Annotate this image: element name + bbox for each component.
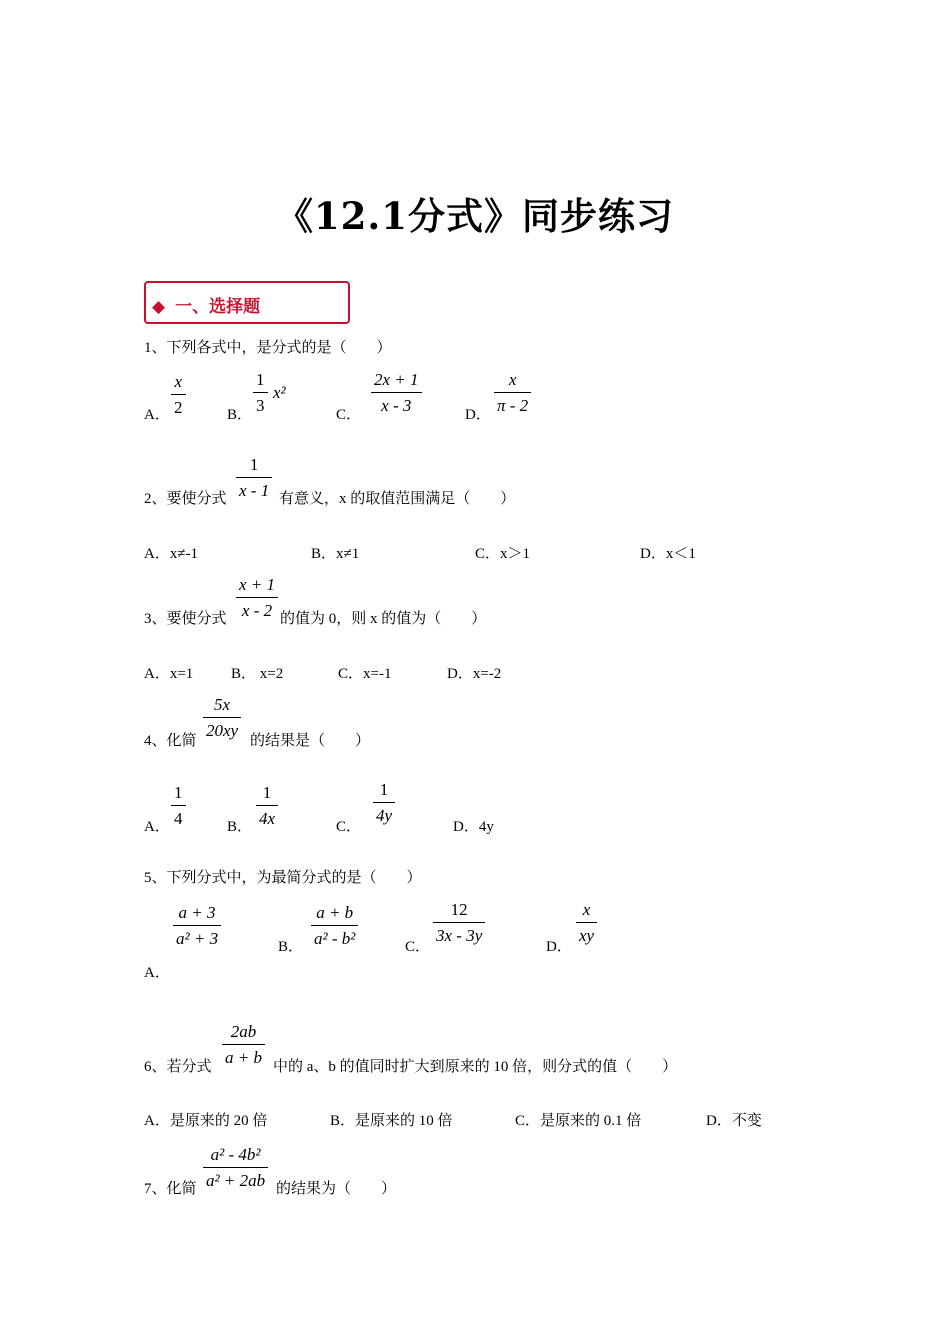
q1-option-b-fraction: 1 3	[253, 371, 268, 414]
q3-option-d: D．x=-2	[447, 666, 502, 682]
q4-option-d: D．4y	[453, 819, 494, 835]
q1-option-d-fraction: x π - 2	[494, 371, 531, 414]
q6-fraction: 2ab a + b	[222, 1023, 265, 1066]
q4-option-c-letter: C．	[336, 819, 362, 835]
q5-option-c-fraction: 12 3x - 3y	[433, 901, 485, 944]
question-2-stem-end: 有意义，x 的取值范围满足（ ）	[279, 491, 516, 507]
q5-option-c-letter: C．	[405, 939, 431, 955]
q6-option-c: C．是原来的 0.1 倍	[515, 1113, 642, 1129]
question-4-stem-start: 4、化简	[144, 733, 197, 749]
q4-option-b-fraction: 1 4x	[256, 784, 278, 827]
section-label: 一、选择题	[175, 297, 261, 317]
q6-option-a: A．是原来的 20 倍	[144, 1113, 268, 1129]
q1-option-a-fraction: x 2	[171, 373, 186, 416]
question-7-stem-end: 的结果为（ ）	[276, 1181, 397, 1197]
q2-option-a: A．x≠-1	[144, 546, 199, 562]
question-4-stem-end: 的结果是（ ）	[250, 733, 371, 749]
q3-option-a: A．x=1	[144, 666, 194, 682]
q6-option-b: B．是原来的 10 倍	[330, 1113, 453, 1129]
q3-fraction: x + 1 x - 2	[236, 576, 278, 619]
q1-option-c-letter: C．	[336, 407, 362, 423]
q5-option-a-letter: A．	[144, 965, 170, 981]
q1-option-d-letter: D．	[465, 407, 491, 423]
q3-option-b: B． x=2	[231, 666, 284, 682]
q4-fraction: 5x 20xy	[203, 696, 241, 739]
question-3-stem-end: 的值为 0，则 x 的值为（ ）	[280, 611, 487, 627]
q7-fraction: a² - 4b² a² + 2ab	[203, 1146, 268, 1189]
q4-option-c-fraction: 1 4y	[373, 781, 395, 824]
q5-option-d-fraction: x xy	[576, 901, 597, 944]
q5-option-b-letter: B．	[278, 939, 304, 955]
q1-option-b-tail: x²	[273, 383, 286, 402]
question-3-stem-start: 3、要使分式	[144, 611, 227, 627]
q4-option-a-fraction: 1 4	[171, 784, 186, 827]
q5-option-a-fraction: a + 3 a² + 3	[173, 904, 221, 947]
question-1-stem: 1、下列各式中，是分式的是（ ）	[144, 340, 392, 356]
q4-option-b-letter: B．	[227, 819, 253, 835]
question-6-stem-start: 6、若分式	[144, 1059, 212, 1075]
q2-option-d: D．x＜1	[640, 546, 696, 562]
question-2-stem-start: 2、要使分式	[144, 491, 227, 507]
q3-option-c: C．x=-1	[338, 666, 392, 682]
q2-fraction: 1 x - 1	[236, 456, 272, 499]
question-5-stem: 5、下列分式中，为最简分式的是（ ）	[144, 870, 422, 886]
q2-option-c: C．x＞1	[475, 546, 531, 562]
question-7-stem-start: 7、化简	[144, 1181, 197, 1197]
q1-option-a-letter: A．	[144, 407, 170, 423]
section-header	[152, 292, 260, 317]
q6-option-d: D．不变	[706, 1113, 762, 1129]
q2-option-b: B．x≠1	[311, 546, 360, 562]
q5-option-b-fraction: a + b a² - b²	[311, 904, 358, 947]
question-6-stem-end: 中的 a、b 的值同时扩大到原来的 10 倍，则分式的值（ ）	[273, 1059, 678, 1075]
q1-option-c-fraction: 2x + 1 x - 3	[371, 371, 422, 414]
q4-option-a-letter: A．	[144, 819, 170, 835]
q1-option-b-letter: B．	[227, 407, 253, 423]
diamond-icon: ◆	[152, 297, 166, 317]
page-title: 《12.1分式》同步练习	[275, 194, 675, 238]
q5-option-d-letter: D．	[546, 939, 572, 955]
